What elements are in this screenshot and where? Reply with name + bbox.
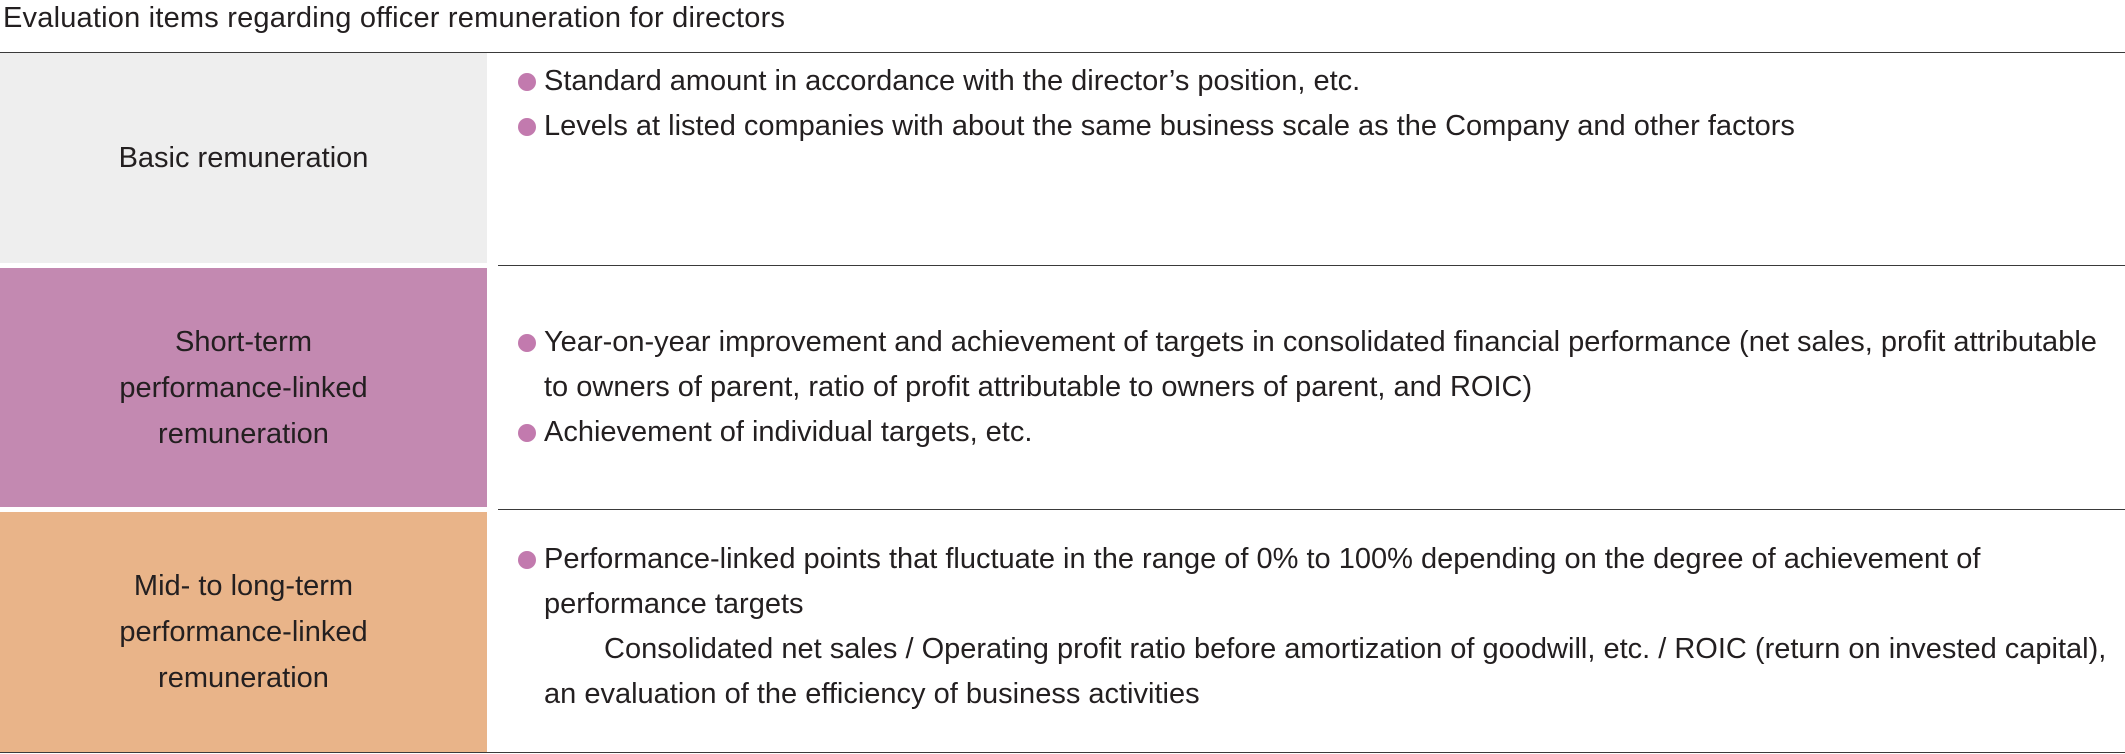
row-label-cell — [0, 512, 487, 752]
row-content-cell — [518, 0, 2118, 269]
list-item — [518, 104, 2118, 149]
row-short-term-remuneration — [0, 268, 2125, 507]
row-label-cell — [0, 268, 487, 507]
bullet-icon — [518, 551, 536, 569]
bullet-icon — [518, 118, 536, 136]
list-item — [518, 410, 2118, 455]
bullet-icon — [518, 424, 536, 442]
page-title: Evaluation items regarding officer remuneration for directors — [3, 2, 786, 34]
bottom-rule — [0, 752, 2125, 753]
list-item-text: Levels at listed companies with about the same business scale as the Company and other factors — [544, 110, 1795, 142]
row-divider — [498, 265, 2125, 266]
list-item-text: Standard amount in accordance with the director’s position, etc. — [544, 65, 1361, 97]
bullet-icon — [518, 334, 536, 352]
list-item-text: Achievement of individual targets, etc. — [544, 416, 1033, 448]
bullet-icon — [518, 73, 536, 91]
list-item-note: Consolidated net sales / Operating profit ratio before amortization of goodwill, etc. / ROIC (return on invested capital), an evaluation of the efficiency of business activities — [544, 633, 2107, 710]
row-label-line: performance-linked — [119, 371, 368, 404]
row-label-line: Short-term — [175, 325, 312, 358]
row-basic-remuneration — [0, 53, 2125, 263]
row-label: Basic remuneration — [118, 142, 369, 174]
row-divider — [498, 509, 2125, 510]
row-label-line: performance-linked — [119, 616, 368, 648]
row-label-line: remuneration — [158, 417, 329, 450]
row-long-term-remuneration — [0, 512, 2125, 752]
list-item — [518, 59, 2118, 104]
list-item-text: Year-on-year improvement and achievement of targets in consolidated financial performance (net sales, profit attributable to owners of parent, ratio of profit attributable to owners of parent, and ROIC) — [544, 326, 2097, 403]
list-item — [518, 320, 2118, 410]
row-content-cell — [518, 512, 2118, 752]
row-label-line: remuneration — [158, 662, 329, 694]
row-label-cell — [0, 53, 487, 263]
list-item — [518, 537, 2118, 627]
row-label-line: Mid- to long-term — [133, 570, 354, 602]
row-content-cell — [518, 268, 2118, 507]
list-item-text: Performance-linked points that fluctuate in the range of 0% to 100% depending on the degree of achievement of performance targets — [544, 543, 1981, 620]
